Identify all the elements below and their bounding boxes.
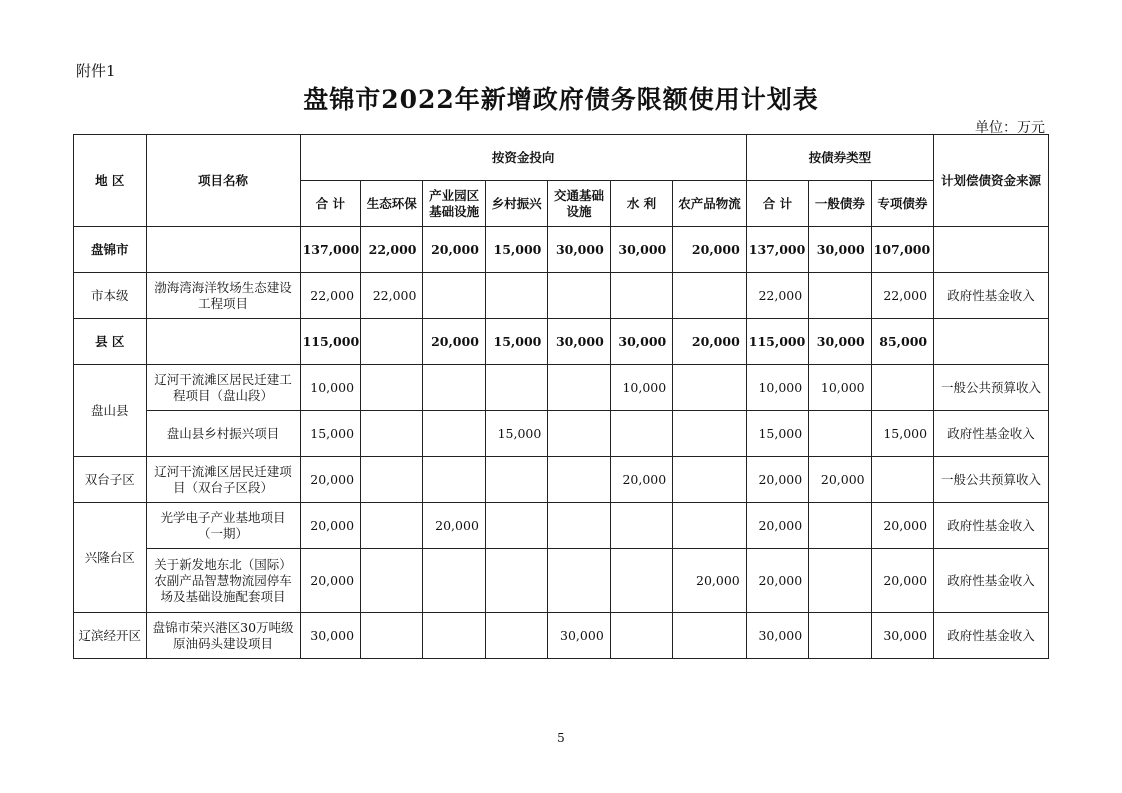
cell-eco: 22,000 xyxy=(361,273,423,319)
cell-total: 20,000 xyxy=(300,549,360,613)
cell-general: 30,000 xyxy=(809,227,871,273)
cell-bond-total: 137,000 xyxy=(746,227,808,273)
cell-source xyxy=(934,227,1049,273)
cell-source: 政府性基金收入 xyxy=(934,411,1049,457)
table-row xyxy=(74,549,1049,613)
cell-general xyxy=(809,503,871,549)
cell-rural xyxy=(485,457,547,503)
table-row xyxy=(74,457,1049,503)
table-row xyxy=(74,613,1049,659)
cell-special: 22,000 xyxy=(871,273,933,319)
cell-project: 辽河干流滩区居民迁建项目（双台子区段） xyxy=(146,457,300,503)
table-row xyxy=(74,503,1049,549)
header-special-bond: 专项债券 xyxy=(871,181,933,227)
cell-region: 盘山县 xyxy=(74,365,147,457)
cell-park xyxy=(423,613,485,659)
cell-rural: 15,000 xyxy=(485,319,547,365)
unit-label: 单位：万元 xyxy=(975,120,1045,136)
cell-bond-total: 30,000 xyxy=(746,613,808,659)
cell-park: 20,000 xyxy=(423,503,485,549)
cell-eco xyxy=(361,411,423,457)
cell-source xyxy=(934,319,1049,365)
cell-project: 辽河干流滩区居民迁建工程项目（盘山段） xyxy=(146,365,300,411)
table-row xyxy=(74,227,1049,273)
cell-project: 光学电子产业基地项目（一期） xyxy=(146,503,300,549)
cell-special xyxy=(871,457,933,503)
cell-bond-total: 20,000 xyxy=(746,549,808,613)
cell-general: 30,000 xyxy=(809,319,871,365)
cell-project xyxy=(146,319,300,365)
table-row xyxy=(74,273,1049,319)
cell-transport: 30,000 xyxy=(548,227,610,273)
cell-special: 20,000 xyxy=(871,503,933,549)
cell-eco: 22,000 xyxy=(361,227,423,273)
cell-general: 10,000 xyxy=(809,365,871,411)
cell-source: 政府性基金收入 xyxy=(934,549,1049,613)
cell-region: 市本级 xyxy=(74,273,147,319)
cell-total: 20,000 xyxy=(300,503,360,549)
cell-rural xyxy=(485,503,547,549)
cell-transport xyxy=(548,549,610,613)
cell-region: 辽滨经开区 xyxy=(74,613,147,659)
cell-region: 县 区 xyxy=(74,319,147,365)
cell-park: 20,000 xyxy=(423,227,485,273)
cell-source: 政府性基金收入 xyxy=(934,503,1049,549)
cell-water: 30,000 xyxy=(610,227,672,273)
cell-project: 盘锦市荣兴港区30万吨级原油码头建设项目 xyxy=(146,613,300,659)
cell-eco xyxy=(361,503,423,549)
header-transport: 交通基础设施 xyxy=(548,181,610,227)
cell-total: 20,000 xyxy=(300,457,360,503)
header-agri-logistics: 农产品物流 xyxy=(673,181,747,227)
cell-agri xyxy=(673,503,747,549)
cell-park: 20,000 xyxy=(423,319,485,365)
cell-park xyxy=(423,457,485,503)
cell-project: 盘山县乡村振兴项目 xyxy=(146,411,300,457)
table-row xyxy=(74,365,1049,411)
header-rural: 乡村振兴 xyxy=(485,181,547,227)
cell-rural xyxy=(485,273,547,319)
cell-transport: 30,000 xyxy=(548,319,610,365)
cell-source: 一般公共预算收入 xyxy=(934,457,1049,503)
header-project-name: 项目名称 xyxy=(146,135,300,227)
cell-bond-total: 20,000 xyxy=(746,457,808,503)
cell-rural xyxy=(485,365,547,411)
cell-water: 10,000 xyxy=(610,365,672,411)
cell-agri xyxy=(673,365,747,411)
cell-special: 30,000 xyxy=(871,613,933,659)
header-industrial-park: 产业园区基础设施 xyxy=(423,181,485,227)
cell-special xyxy=(871,365,933,411)
cell-region: 盘锦市 xyxy=(74,227,147,273)
cell-agri: 20,000 xyxy=(673,227,747,273)
header-repay-source: 计划偿债资金来源 xyxy=(934,135,1049,227)
cell-bond-total: 22,000 xyxy=(746,273,808,319)
cell-total: 115,000 xyxy=(300,319,360,365)
header-by-investment: 按资金投向 xyxy=(300,135,746,181)
cell-bond-total: 10,000 xyxy=(746,365,808,411)
cell-region: 双台子区 xyxy=(74,457,147,503)
cell-general xyxy=(809,613,871,659)
cell-total: 22,000 xyxy=(300,273,360,319)
cell-eco xyxy=(361,613,423,659)
cell-water: 30,000 xyxy=(610,319,672,365)
cell-rural: 15,000 xyxy=(485,227,547,273)
table-row xyxy=(74,411,1049,457)
header-eco: 生态环保 xyxy=(361,181,423,227)
cell-eco xyxy=(361,365,423,411)
header-bond-total: 合 计 xyxy=(746,181,808,227)
cell-source: 政府性基金收入 xyxy=(934,613,1049,659)
cell-transport xyxy=(548,411,610,457)
cell-eco xyxy=(361,457,423,503)
cell-agri xyxy=(673,613,747,659)
cell-eco xyxy=(361,549,423,613)
cell-water xyxy=(610,273,672,319)
cell-special: 20,000 xyxy=(871,549,933,613)
cell-special: 15,000 xyxy=(871,411,933,457)
cell-park xyxy=(423,273,485,319)
cell-agri xyxy=(673,457,747,503)
cell-water xyxy=(610,503,672,549)
cell-general xyxy=(809,411,871,457)
header-water: 水 利 xyxy=(610,181,672,227)
attachment-label: 附件1 xyxy=(76,62,116,80)
table-row xyxy=(74,319,1049,365)
cell-transport xyxy=(548,503,610,549)
cell-water xyxy=(610,549,672,613)
cell-water xyxy=(610,613,672,659)
cell-project xyxy=(146,227,300,273)
cell-park xyxy=(423,549,485,613)
cell-bond-total: 15,000 xyxy=(746,411,808,457)
debt-plan-table xyxy=(73,134,1049,659)
cell-rural xyxy=(485,549,547,613)
cell-special: 107,000 xyxy=(871,227,933,273)
page-title: 盘锦市2022年新增政府债务限额使用计划表 xyxy=(303,85,819,114)
cell-park xyxy=(423,365,485,411)
cell-water xyxy=(610,411,672,457)
cell-total: 137,000 xyxy=(300,227,360,273)
cell-bond-total: 20,000 xyxy=(746,503,808,549)
header-region: 地 区 xyxy=(74,135,147,227)
cell-region: 兴隆台区 xyxy=(74,503,147,613)
cell-rural: 15,000 xyxy=(485,411,547,457)
header-general-bond: 一般债券 xyxy=(809,181,871,227)
cell-rural xyxy=(485,613,547,659)
cell-general xyxy=(809,549,871,613)
cell-source: 政府性基金收入 xyxy=(934,273,1049,319)
cell-agri: 20,000 xyxy=(673,549,747,613)
cell-project: 渤海湾海洋牧场生态建设工程项目 xyxy=(146,273,300,319)
cell-agri xyxy=(673,273,747,319)
header-by-bond-type: 按债券类型 xyxy=(746,135,933,181)
cell-total: 10,000 xyxy=(300,365,360,411)
cell-transport: 30,000 xyxy=(548,613,610,659)
cell-park xyxy=(423,411,485,457)
cell-agri: 20,000 xyxy=(673,319,747,365)
cell-transport xyxy=(548,273,610,319)
cell-agri xyxy=(673,411,747,457)
cell-total: 30,000 xyxy=(300,613,360,659)
cell-project: 关于新发地东北（国际）农副产品智慧物流园停车场及基础设施配套项目 xyxy=(146,549,300,613)
cell-bond-total: 115,000 xyxy=(746,319,808,365)
cell-transport xyxy=(548,365,610,411)
cell-general: 20,000 xyxy=(809,457,871,503)
cell-transport xyxy=(548,457,610,503)
page-number: 5 xyxy=(557,731,565,745)
cell-eco xyxy=(361,319,423,365)
header-total: 合 计 xyxy=(300,181,360,227)
cell-special: 85,000 xyxy=(871,319,933,365)
cell-source: 一般公共预算收入 xyxy=(934,365,1049,411)
cell-water: 20,000 xyxy=(610,457,672,503)
cell-general xyxy=(809,273,871,319)
cell-total: 15,000 xyxy=(300,411,360,457)
